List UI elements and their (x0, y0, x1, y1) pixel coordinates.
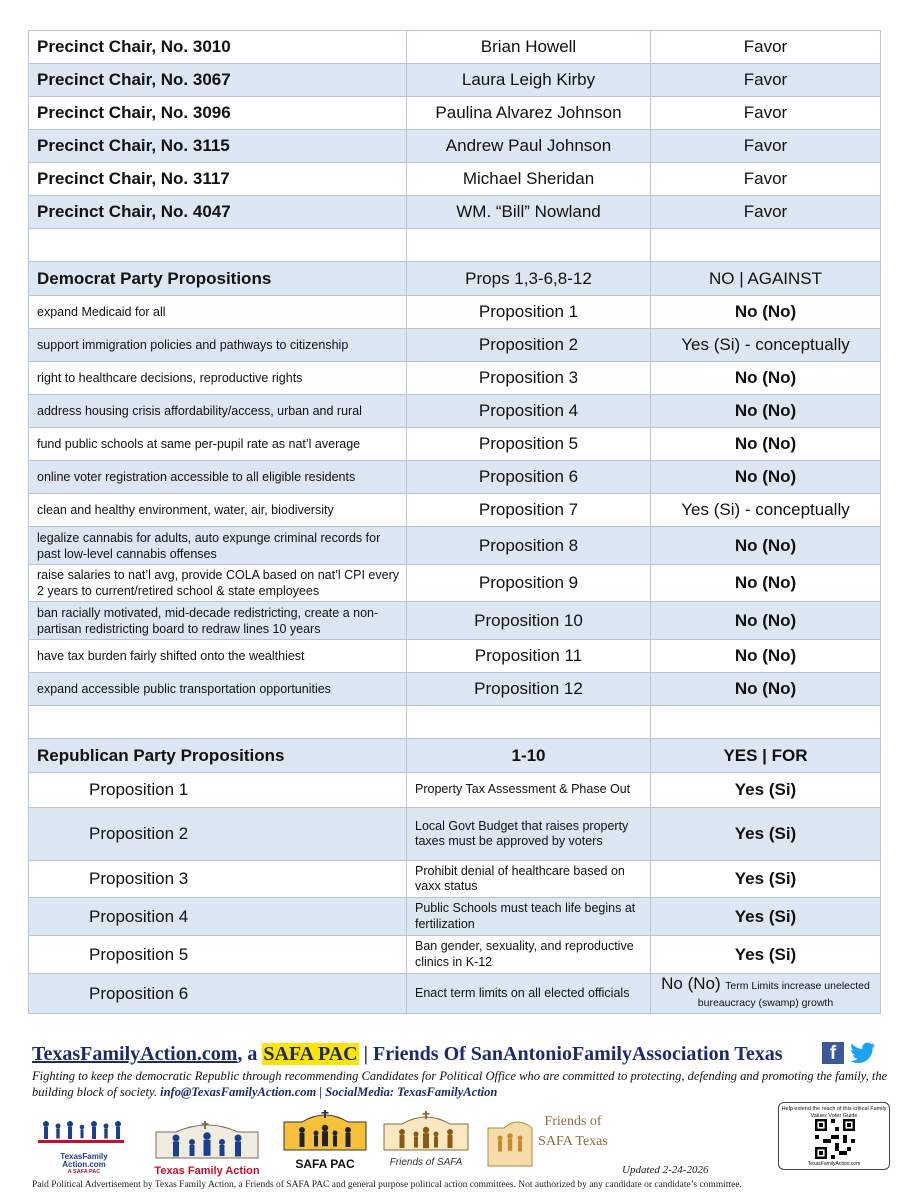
safa-pac-highlight: SAFA PAC (263, 1043, 358, 1065)
prop-number: Proposition 4 (29, 898, 407, 936)
republican-prop-row (29, 773, 881, 808)
prop-description: Enact term limits on all elected officials (407, 974, 651, 1014)
prop-number: Proposition 11 (407, 640, 651, 673)
democrat-prop-row (29, 527, 881, 565)
candidate-row (29, 97, 881, 130)
prop-number: Proposition 9 (407, 565, 651, 602)
position-cell: Favor (651, 130, 881, 163)
prop-number: Proposition 3 (29, 861, 407, 898)
prop-vote-note: Term Limits increase unelected bureaucracy (swamp) growth (697, 980, 870, 1009)
office-cell: Precinct Chair, No. 3117 (29, 163, 407, 196)
republican-prop-row (29, 861, 881, 898)
democrat-prop-row (29, 428, 881, 461)
empty-cell (29, 706, 407, 739)
prop-description: raise salaries to nat’l avg, provide COLA based on nat’l CPI every 2 years to current/retired school & state employees (29, 565, 407, 602)
republican-props-summary: 1-10 (407, 739, 651, 773)
prop-number: Proposition 1 (407, 296, 651, 329)
prop-vote: No (No) (651, 673, 881, 706)
logo-caption: Friends of SAFA (389, 1157, 463, 1168)
democrat-section-title: Democrat Party Propositions (29, 262, 407, 296)
prop-vote: Yes (Si) (651, 773, 881, 808)
democrat-prop-row (29, 362, 881, 395)
qr-code-icon[interactable] (815, 1119, 855, 1159)
logo-caption-3: A SAFA PAC (67, 1169, 101, 1175)
republican-section-title: Republican Party Propositions (29, 739, 407, 773)
prop-description: Property Tax Assessment & Phase Out (407, 773, 651, 808)
prop-description: clean and healthy environment, water, air, biodiversity (29, 494, 407, 527)
prop-number: Proposition 1 (29, 773, 407, 808)
qr-caption: Help extend the reach of this critical Family Values Voter Guide (781, 1106, 887, 1119)
republican-prop-row (29, 936, 881, 974)
logo-caption-1: TexasFamily (60, 1152, 108, 1161)
prop-vote: No (No) (651, 296, 881, 329)
office-cell: Precinct Chair, No. 3067 (29, 64, 407, 97)
prop-vote: No (No) (651, 362, 881, 395)
logo-caption: Texas Family Action (154, 1165, 260, 1177)
republican-stance: YES | FOR (651, 739, 881, 773)
office-cell: Precinct Chair, No. 3010 (29, 31, 407, 64)
candidate-row (29, 163, 881, 196)
candidate-row (29, 130, 881, 163)
democrat-prop-row (29, 640, 881, 673)
prop-number: Proposition 8 (407, 527, 651, 565)
position-cell: Favor (651, 31, 881, 64)
mission-text: Fighting to keep the democratic Republic through recommending Candidates for Political Office who are committed to protecting, defending and promoting the family, the building block of society. (32, 1069, 888, 1099)
prop-vote: No (No) (651, 640, 881, 673)
democrat-prop-row (29, 329, 881, 362)
prop-description: have tax burden fairly shifted onto the wealthiest (29, 640, 407, 673)
republican-header-row (29, 739, 881, 773)
prop-description: support immigration policies and pathways to citizenship (29, 329, 407, 362)
logo-caption: SAFA PAC (295, 1157, 355, 1171)
republican-prop-row (29, 898, 881, 936)
prop-vote: Yes (Si) (651, 898, 881, 936)
social-icons (822, 1042, 876, 1064)
empty-cell (407, 706, 651, 739)
democrat-prop-row (29, 565, 881, 602)
prop-number: Proposition 5 (29, 936, 407, 974)
footer-connector: , a (237, 1043, 263, 1065)
democrat-header-row (29, 262, 881, 296)
updated-date: Updated 2-24-2026 (622, 1164, 709, 1176)
republican-prop-row (29, 808, 881, 861)
prop-description: expand accessible public transportation opportunities (29, 673, 407, 706)
candidate-name-cell: WM. “Bill” Nowland (407, 196, 651, 229)
prop-description: right to healthcare decisions, reproductive rights (29, 362, 407, 395)
candidate-row (29, 196, 881, 229)
prop-vote: Yes (Si) (651, 936, 881, 974)
prop-vote: No (No) (651, 565, 881, 602)
voter-guide-table (28, 30, 881, 1014)
position-cell: Favor (651, 64, 881, 97)
democrat-prop-row (29, 461, 881, 494)
qr-code-card (778, 1102, 890, 1170)
position-cell: Favor (651, 163, 881, 196)
candidate-name-cell: Laura Leigh Kirby (407, 64, 651, 97)
friends-of-safa-logo (380, 1108, 472, 1168)
mission-statement (32, 1068, 894, 1100)
prop-description: Public Schools must teach life begins at fertilization (407, 898, 651, 936)
prop-vote-main: No (No) (661, 974, 721, 993)
prop-vote: No (No) (651, 527, 881, 565)
democrat-prop-row (29, 673, 881, 706)
disclaimer-text: Paid Political Advertisement by Texas Family Action, a Friends of SAFA PAC and general purpose political action committees. Not authorized by any candidate or candidate’s committee. (32, 1180, 742, 1190)
qr-url: TexasFamilyAction.com (807, 1161, 861, 1167)
prop-number: Proposition 3 (407, 362, 651, 395)
prop-description: expand Medicaid for all (29, 296, 407, 329)
texas-family-action-logo (146, 1118, 268, 1177)
prop-number: Proposition 2 (29, 808, 407, 861)
democrat-prop-row (29, 602, 881, 640)
prop-number: Proposition 4 (407, 395, 651, 428)
prop-vote: Yes (Si) (651, 808, 881, 861)
position-cell: Favor (651, 97, 881, 130)
prop-description: Local Govt Budget that raises property taxes must be approved by voters (407, 808, 651, 861)
candidate-name-cell: Brian Howell (407, 31, 651, 64)
spacer-row (29, 229, 881, 262)
candidate-name-cell: Andrew Paul Johnson (407, 130, 651, 163)
site-link[interactable]: TexasFamilyAction.com (32, 1043, 238, 1065)
prop-number: Proposition 5 (407, 428, 651, 461)
office-cell: Precinct Chair, No. 3115 (29, 130, 407, 163)
footer-rest: | Friends Of SanAntonioFamilyAssociation Texas (358, 1043, 783, 1065)
friends-of-safa-texas-logo (484, 1106, 610, 1168)
prop-number: Proposition 7 (407, 494, 651, 527)
logo-caption-2: SAFA Texas (538, 1134, 608, 1149)
prop-number: Proposition 12 (407, 673, 651, 706)
prop-description: legalize cannabis for adults, auto expunge criminal records for past low-level cannabis offenses (29, 527, 407, 565)
prop-vote: Yes (Si) - conceptually (651, 329, 881, 362)
republican-prop-row (29, 974, 881, 1014)
candidate-name-cell: Michael Sheridan (407, 163, 651, 196)
facebook-icon[interactable]: f (822, 1042, 844, 1064)
democrat-prop-row (29, 494, 881, 527)
safa-pac-logo (280, 1108, 370, 1171)
democrat-props-summary: Props 1,3-6,8-12 (407, 262, 651, 296)
twitter-icon[interactable] (850, 1042, 876, 1064)
prop-vote: Yes (Si) - conceptually (651, 494, 881, 527)
office-cell: Precinct Chair, No. 4047 (29, 196, 407, 229)
prop-number: Proposition 6 (29, 974, 407, 1014)
prop-description: fund public schools at same per-pupil rate as nat’l average (29, 428, 407, 461)
contact-line[interactable]: info@TexasFamilyAction.com | SocialMedia: TexasFamilyAction (160, 1085, 498, 1099)
candidate-row (29, 31, 881, 64)
position-cell: Favor (651, 196, 881, 229)
prop-description: address housing crisis affordability/access, urban and rural (29, 395, 407, 428)
logo-caption-2: Action.com (62, 1160, 106, 1169)
candidate-name-cell: Paulina Alvarez Johnson (407, 97, 651, 130)
prop-vote: Yes (Si) (651, 861, 881, 898)
prop-vote: No (No) (651, 602, 881, 640)
logo-caption-1: Friends of (544, 1114, 602, 1129)
prop-vote: No (No) (651, 395, 881, 428)
prop-number: Proposition 6 (407, 461, 651, 494)
candidate-row (29, 64, 881, 97)
texas-family-action-com-logo (34, 1118, 134, 1174)
office-cell: Precinct Chair, No. 3096 (29, 97, 407, 130)
empty-cell (407, 229, 651, 262)
spacer-row (29, 706, 881, 739)
prop-description: ban racially motivated, mid-decade redistricting, create a non-partisan redistricting board to redraw lines 10 years (29, 602, 407, 640)
empty-cell (29, 229, 407, 262)
prop-vote: No (No) (651, 461, 881, 494)
footer-title (32, 1043, 783, 1066)
empty-cell (651, 229, 881, 262)
democrat-stance: NO | AGAINST (651, 262, 881, 296)
prop-vote (651, 974, 881, 1014)
democrat-prop-row (29, 296, 881, 329)
prop-description: Prohibit denial of healthcare based on vaxx status (407, 861, 651, 898)
prop-number: Proposition 2 (407, 329, 651, 362)
empty-cell (651, 706, 881, 739)
prop-description: Ban gender, sexuality, and reproductive clinics in K-12 (407, 936, 651, 974)
prop-description: online voter registration accessible to all eligible residents (29, 461, 407, 494)
democrat-prop-row (29, 395, 881, 428)
prop-vote: No (No) (651, 428, 881, 461)
prop-number: Proposition 10 (407, 602, 651, 640)
